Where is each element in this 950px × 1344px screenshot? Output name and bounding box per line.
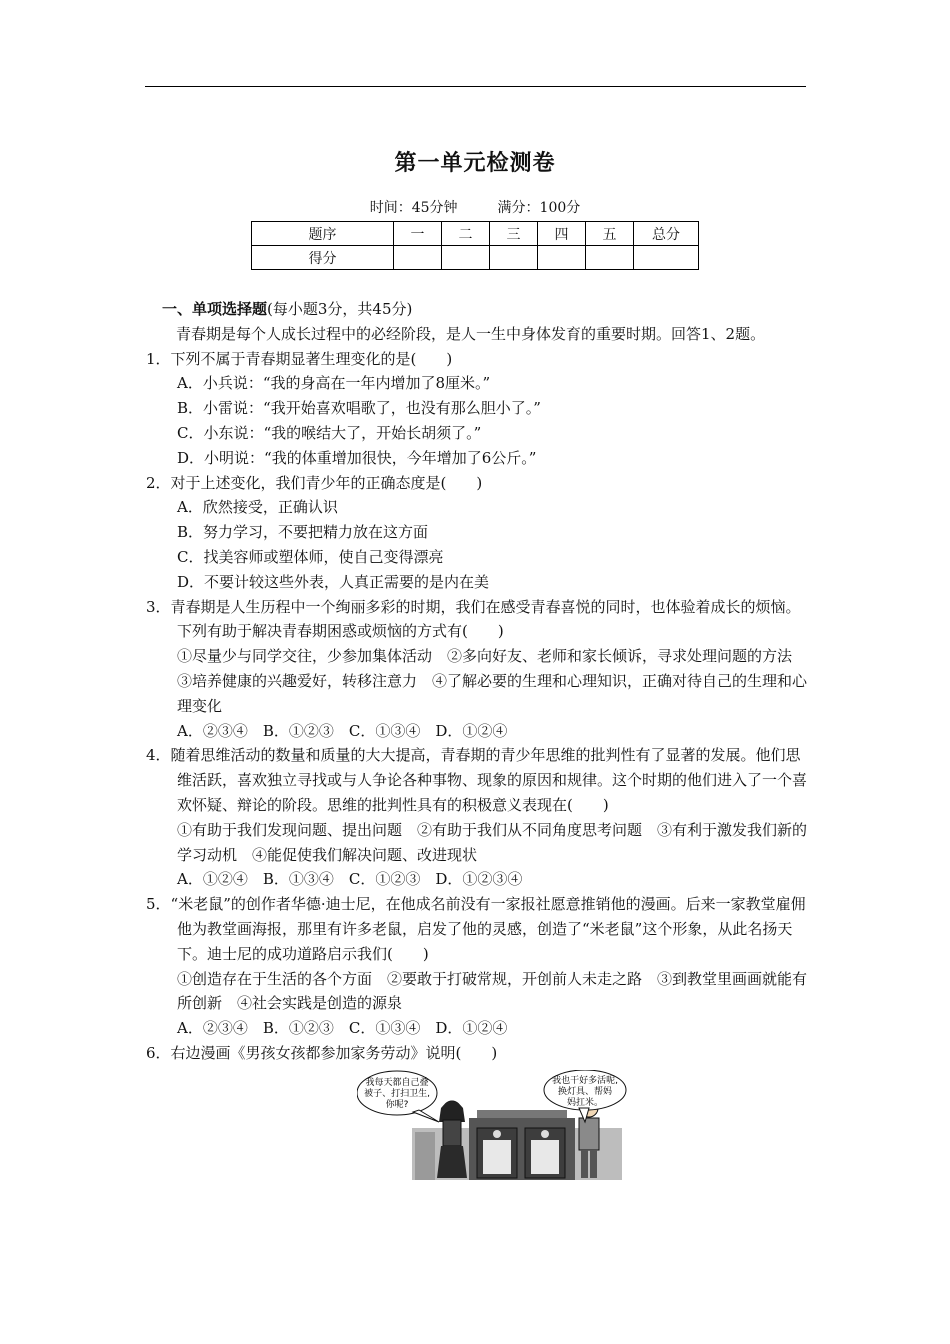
exam-meta bbox=[0, 197, 950, 217]
score-entry-cell[interactable] bbox=[538, 246, 586, 270]
option: B．小雷说：“我开始喜欢唱歌了，也没有那么胆小了。” bbox=[177, 399, 541, 418]
option: A．②③④ B．①②③ C．①③④ D．①②④ bbox=[177, 1019, 508, 1038]
score-entry-cell[interactable] bbox=[634, 246, 699, 270]
cartoon-figure bbox=[146, 1070, 811, 1186]
top-rule bbox=[145, 86, 806, 87]
question-stem: 1．下列不属于青春期显著生理变化的是( ) bbox=[146, 349, 453, 368]
left-bubble-line: 你呢? bbox=[385, 1099, 409, 1110]
score-table-header-row bbox=[252, 222, 699, 246]
option: A．小兵说：“我的身高在一年内增加了8厘米。” bbox=[177, 374, 491, 393]
section-note: (每小题3分，共45分) bbox=[267, 300, 413, 318]
question-4 bbox=[146, 743, 811, 892]
score-cell: 得分 bbox=[252, 246, 394, 270]
score-cell: 四 bbox=[538, 222, 586, 246]
section-heading bbox=[146, 297, 811, 322]
question-2 bbox=[146, 471, 811, 595]
score-cell: 一 bbox=[394, 222, 442, 246]
statement-list: ①创造存在于生活的各个方面 ②要敢于打破常规，开创前人未走之路 ③到教堂里画画就能有所创新 ④社会实践是创造的源泉 bbox=[177, 969, 808, 1013]
question-5 bbox=[146, 892, 811, 1041]
score-table bbox=[251, 221, 699, 270]
cartoon-illustration bbox=[357, 1070, 627, 1182]
question-content bbox=[146, 297, 811, 1186]
page-title: 第一单元检测卷 bbox=[394, 150, 556, 176]
question-stem: 5．“米老鼠”的创作者华德·迪士尼，在他成名前没有一家报社愿意推销他的漫画。后来一家教堂雇佣他为教堂画海报，那里有许多老鼠，启发了他的灵感，创造了“米老鼠”这个形象，从此名扬天下。迪士尼的成功道路启示我们( ) bbox=[146, 895, 806, 963]
right-bubble-line: 妈扛米。 bbox=[566, 1097, 604, 1108]
score-cell: 二 bbox=[442, 222, 490, 246]
section-title: 一、单项选择题 bbox=[162, 300, 268, 318]
right-bubble-line: 换灯具、帮妈 bbox=[557, 1086, 613, 1097]
option: B．努力学习，不要把精力放在这方面 bbox=[177, 523, 429, 542]
score-cell: 总分 bbox=[634, 222, 699, 246]
question-3 bbox=[146, 595, 811, 744]
question-stem: 3．青春期是人生历程中一个绚丽多彩的时期，我们在感受青春喜悦的同时，也体验着成长的烦恼。下列有助于解决青春期困惑或烦恼的方式有( ) bbox=[146, 597, 801, 641]
option: D．不要计较这些外表，人真正需要的是内在美 bbox=[177, 572, 490, 591]
question-6 bbox=[146, 1041, 811, 1066]
question-stem: 4．随着思维活动的数量和质量的大大提高，青春期的青少年思维的批判性有了显著的发展。他们思维活跃，喜欢独立寻找或与人争论各种事物、现象的原因和规律。这个时期的他们进入了一个喜欢怀疑、辩论的阶段。思维的批判性具有的积极意义表现在( ) bbox=[146, 746, 808, 814]
score-entry-cell[interactable] bbox=[394, 246, 442, 270]
left-bubble-line: 被子、打扫卫生, bbox=[364, 1088, 430, 1099]
right-bubble-line: 我也干好多活呢, bbox=[552, 1075, 618, 1086]
score-table-score-row bbox=[252, 246, 699, 270]
score-cell: 题序 bbox=[252, 222, 394, 246]
exam-full-score: 满分：100分 bbox=[497, 200, 581, 216]
score-cell: 五 bbox=[586, 222, 634, 246]
option: D．小明说：“我的体重增加很快，今年增加了6公斤。” bbox=[177, 448, 537, 467]
option: C．找美容师或塑体师，使自己变得漂亮 bbox=[177, 547, 444, 566]
option: A．欣然接受，正确认识 bbox=[177, 498, 338, 517]
exam-time: 时间：45分钟 bbox=[369, 200, 458, 216]
option: C．小东说：“我的喉结大了，开始长胡须了。” bbox=[177, 423, 482, 442]
left-bubble-line: 我每天都自己叠 bbox=[365, 1077, 429, 1088]
score-entry-cell[interactable] bbox=[586, 246, 634, 270]
question-stem: 2．对于上述变化，我们青少年的正确态度是( ) bbox=[146, 473, 483, 492]
score-entry-cell[interactable] bbox=[442, 246, 490, 270]
option: A．①②④ B．①③④ C．①②③ D．①②③④ bbox=[177, 870, 523, 889]
score-cell: 三 bbox=[490, 222, 538, 246]
option: A．②③④ B．①②③ C．①③④ D．①②④ bbox=[177, 721, 508, 740]
statement-list: ①尽量少与同学交往，少参加集体活动 ②多向好友、老师和家长倾诉，寻求处理问题的方法 ③培养健康的兴趣爱好，转移注意力 ④了解必要的生理和心理知识，正确对待自己的生理和心理变化 bbox=[177, 647, 808, 715]
score-entry-cell[interactable] bbox=[490, 246, 538, 270]
statement-list: ①有助于我们发现问题、提出问题 ②有助于我们从不同角度思考问题 ③有利于激发我们新的学习动机 ④能促使我们解决问题、改进现状 bbox=[177, 820, 808, 864]
question-stem: 6．右边漫画《男孩女孩都参加家务劳动》说明( ) bbox=[146, 1043, 498, 1062]
question-1 bbox=[146, 347, 811, 471]
section-intro: 青春期是每个人成长过程中的必经阶段，是人一生中身体发育的重要时期。回答1、2题。 bbox=[176, 324, 766, 343]
